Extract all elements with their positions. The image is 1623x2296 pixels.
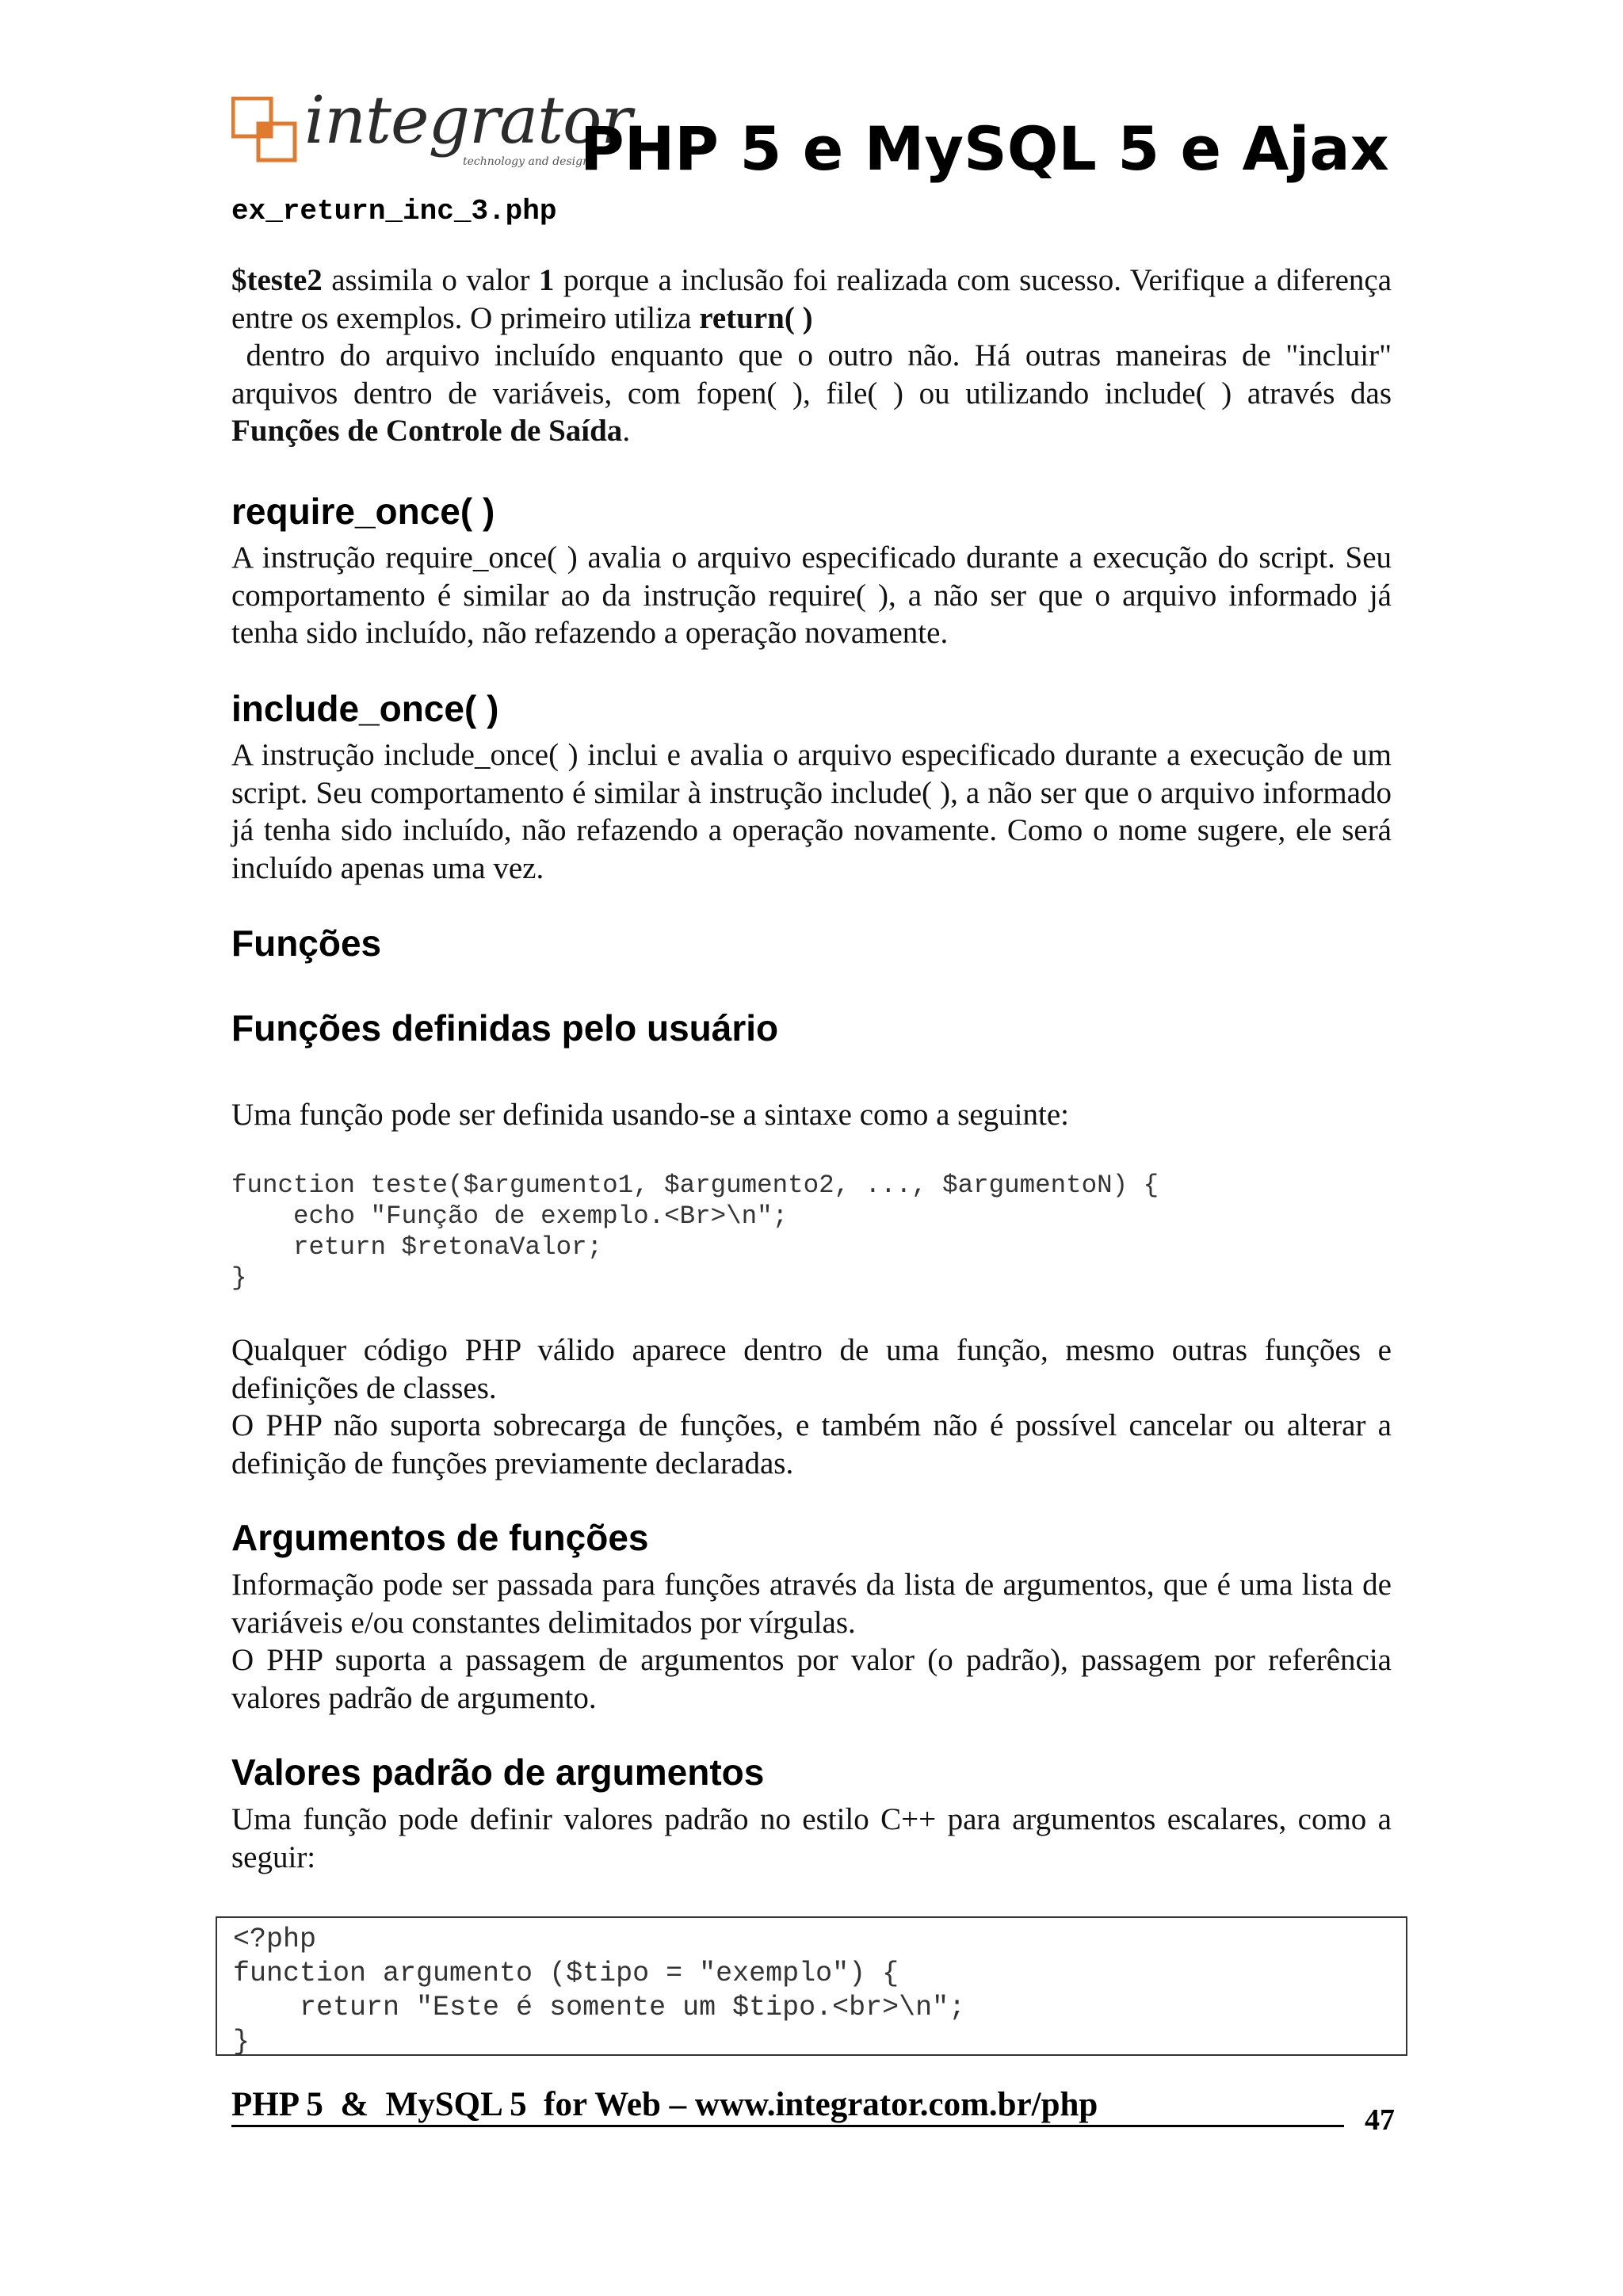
- integrator-logo: [231, 83, 632, 168]
- funcoes-intro: Uma função pode ser definida usando-se a sintaxe como a seguinte:: [231, 1098, 1069, 1132]
- heading-valores-padrao: Valores padrão de argumentos: [231, 1752, 765, 1793]
- logo-wordmark: integrator: [304, 83, 632, 159]
- argumentos-paragraph-2: O PHP suporta a passagem de argumentos por valor (o padrão), passagem por referência valores padrão de argumento.: [231, 1643, 1392, 1715]
- footer-rule: [231, 2125, 1344, 2127]
- heading-require-once: require_once( ): [231, 491, 495, 532]
- output-control-link: Funções de Controle de Saída: [231, 414, 623, 448]
- heading-include-once: include_once( ): [231, 688, 499, 729]
- return-function-ref: return( ): [699, 300, 813, 335]
- book-title: PHP 5 e MySQL 5 e Ajax: [580, 113, 1389, 184]
- example-file-name: ex_return_inc_3.php: [231, 195, 557, 227]
- include-once-text: A instrução include_once( ) inclui e avalia o arquivo especificado durante a execução de um script. Seu comportamento é similar à instrução include( ), a não ser que o arquivo informado já tenha sido incluído, não refazendo a operação novamente. Como o nome sugere, ele será incluído apenas uma vez.: [231, 738, 1392, 885]
- intro-paragraph-cont: dentro do arquivo incluído enquanto que o outro não. Há outras maneiras de "incluir" arquivos dentro de variáveis, com fopen( ), file( ) ou utilizando include( ) através das Funções de Controle de Saída.: [231, 338, 1392, 448]
- footer-text: PHP 5 & MySQL 5 for Web – www.integrator.com.br/php: [231, 2086, 1098, 2123]
- require-once-text: A instrução require_once( ) avalia o arquivo especificado durante a execução do script. Seu comportamento é similar ao da instrução require( ), a não ser que o arquivo informado já tenha sido incluído, não refazendo a operação novamente.: [231, 541, 1392, 650]
- argumentos-paragraph-1: Informação pode ser passada para funções através da lista de argumentos, que é uma lista de variáveis e/ou constantes delimitados por vírgulas.: [231, 1568, 1392, 1640]
- intro-paragraph: $teste2 assimila o valor 1 porque a inclusão foi realizada com sucesso. Verifique a diferença entre os exemplos. O primeiro utiliza return( ): [231, 263, 1392, 335]
- function-syntax-code: function teste($argumento1, $argumento2, ..., $argumentoN) { echo "Função de exemplo.<Br>\n"; return $retonaValor; }: [231, 1171, 1159, 1293]
- heading-argumentos: Argumentos de funções: [231, 1517, 649, 1558]
- logo-squares-icon: [231, 97, 298, 163]
- var-teste2: $teste2: [231, 263, 323, 297]
- code-example-box: [216, 1916, 1407, 2056]
- valores-padrao-text: Uma função pode definir valores padrão no estilo C++ para argumentos escalares, como a seguir:: [231, 1802, 1392, 1874]
- heading-funcoes: Funções: [231, 923, 382, 964]
- page-number: 47: [1365, 2103, 1395, 2137]
- funcoes-paragraph-2: O PHP não suporta sobrecarga de funções, e também não é possível cancelar ou alterar a definição de funções previamente declaradas.: [231, 1408, 1392, 1480]
- logo-tagline: technology and design: [463, 155, 590, 168]
- funcoes-paragraph-1: Qualquer código PHP válido aparece dentro de uma função, mesmo outras funções e definições de classes.: [231, 1333, 1392, 1405]
- default-argument-code: <?php function argumento ($tipo = "exemplo") { return "Este é somente um $tipo.<br>\n"; }: [233, 1924, 966, 2057]
- heading-funcoes-definidas: Funções definidas pelo usuário: [231, 1007, 779, 1049]
